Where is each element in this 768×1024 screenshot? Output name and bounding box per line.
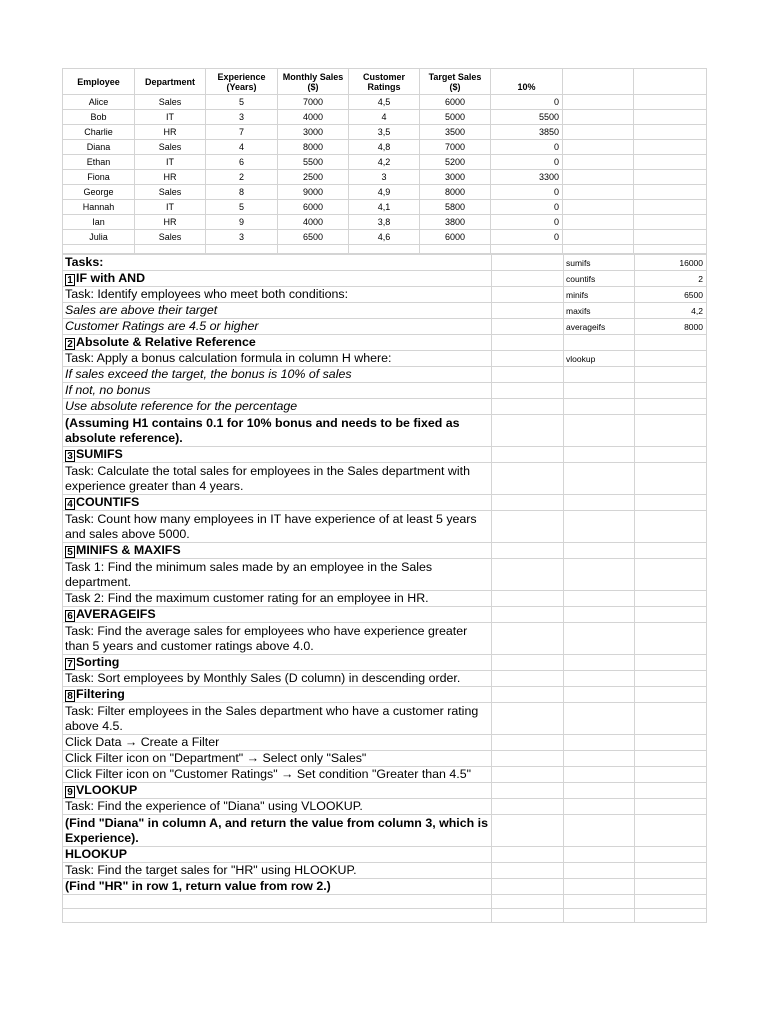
result-label-vlookup[interactable]: vlookup xyxy=(564,351,635,367)
cell-bonus[interactable]: 3850 xyxy=(491,125,563,140)
empty-cell[interactable] xyxy=(563,125,634,140)
table-row xyxy=(63,245,707,254)
number-badge: 8 xyxy=(65,690,75,702)
empty-cell[interactable] xyxy=(634,140,707,155)
cell-employee[interactable]: Ethan xyxy=(63,155,135,170)
cell-experience[interactable]: 4 xyxy=(206,140,278,155)
task-7-line[interactable]: Task: Sort employees by Monthly Sales (D column) in descending order. xyxy=(63,671,492,687)
cell-employee[interactable]: Diana xyxy=(63,140,135,155)
cell-department[interactable]: Sales xyxy=(135,140,206,155)
task-9-note[interactable]: (Find "Diana" in column A, and return the value from column 3, which is Experience). xyxy=(63,815,492,847)
result-value-minifs[interactable]: 6500 xyxy=(635,287,707,303)
empty-cell[interactable] xyxy=(563,170,634,185)
cell-customer-rating[interactable]: 4,8 xyxy=(349,140,420,155)
task-1-line[interactable]: Sales are above their target xyxy=(63,303,492,319)
cell-target-sales[interactable]: 7000 xyxy=(420,140,491,155)
table-row xyxy=(63,125,707,140)
cell-employee[interactable]: Ian xyxy=(63,215,135,230)
number-badge: 2 xyxy=(65,338,75,350)
header-bonus-rate[interactable]: 10% xyxy=(491,69,563,95)
cell-experience[interactable]: 5 xyxy=(206,200,278,215)
cell-bonus[interactable]: 5500 xyxy=(491,110,563,125)
tasks-section xyxy=(62,254,707,923)
cell-department[interactable]: IT xyxy=(135,155,206,170)
task-8-title[interactable]: 8 Filtering xyxy=(63,687,492,703)
table-row xyxy=(63,215,707,230)
table-row xyxy=(63,230,707,245)
cell-employee[interactable]: Fiona xyxy=(63,170,135,185)
cell-employee[interactable]: Bob xyxy=(63,110,135,125)
cell-monthly-sales[interactable]: 4000 xyxy=(278,215,349,230)
task-2-note[interactable]: (Assuming H1 contains 0.1 for 10% bonus and needs to be fixed as absolute reference). xyxy=(63,415,492,447)
task-10-note[interactable]: (Find "HR" in row 1, return value from row 2.) xyxy=(63,879,492,895)
header-target-sales[interactable]: Target Sales ($) xyxy=(420,69,491,95)
result-label-sumifs[interactable]: sumifs xyxy=(564,255,635,271)
cell-bonus[interactable]: 0 xyxy=(491,185,563,200)
task-1-line[interactable]: Customer Ratings are 4.5 or higher xyxy=(63,319,492,335)
cell-customer-rating[interactable]: 3,5 xyxy=(349,125,420,140)
task-9-line[interactable]: Task: Find the experience of "Diana" using VLOOKUP. xyxy=(63,799,492,815)
cell-employee[interactable]: Charlie xyxy=(63,125,135,140)
cell-monthly-sales[interactable]: 2500 xyxy=(278,170,349,185)
cell-customer-rating[interactable]: 4,5 xyxy=(349,95,420,110)
empty-cell[interactable] xyxy=(634,185,707,200)
task-2-line[interactable]: If not, no bonus xyxy=(63,383,492,399)
header-customer-ratings[interactable]: Customer Ratings xyxy=(349,69,420,95)
result-value-averageifs[interactable]: 8000 xyxy=(635,319,707,335)
task-8-line[interactable]: Task: Filter employees in the Sales department who have a customer rating above 4.5. xyxy=(63,703,492,735)
cell-customer-rating[interactable]: 4 xyxy=(349,110,420,125)
cell-bonus[interactable]: 0 xyxy=(491,155,563,170)
task-8-line[interactable]: Click Filter icon on "Customer Ratings" → Set condition "Greater than 4.5" xyxy=(63,767,492,783)
empty-cell[interactable] xyxy=(634,110,707,125)
cell-experience[interactable]: 3 xyxy=(206,230,278,245)
cell-customer-rating[interactable]: 4,2 xyxy=(349,155,420,170)
number-badge: 9 xyxy=(65,786,75,798)
header-employee[interactable]: Employee xyxy=(63,69,135,95)
header-experience[interactable]: Experience (Years) xyxy=(206,69,278,95)
cell-monthly-sales[interactable]: 6000 xyxy=(278,200,349,215)
number-badge: 4 xyxy=(65,498,75,510)
table-row xyxy=(63,110,707,125)
empty-cell[interactable] xyxy=(634,155,707,170)
task-6-line[interactable]: Task: Find the average sales for employees who have experience greater than 5 years and customer ratings above 4.0. xyxy=(63,623,492,655)
cell-monthly-sales[interactable]: 5500 xyxy=(278,155,349,170)
cell-department[interactable]: HR xyxy=(135,170,206,185)
header-department[interactable]: Department xyxy=(135,69,206,95)
empty-cell[interactable] xyxy=(563,185,634,200)
task-1-title[interactable]: 1 IF with AND xyxy=(63,271,492,287)
task-2-line[interactable]: If sales exceed the target, the bonus is 10% of sales xyxy=(63,367,492,383)
result-label-maxifs[interactable]: maxifs xyxy=(564,303,635,319)
cell-target-sales[interactable]: 6000 xyxy=(420,95,491,110)
cell-bonus[interactable]: 0 xyxy=(491,200,563,215)
cell-experience[interactable]: 8 xyxy=(206,185,278,200)
cell-bonus[interactable]: 0 xyxy=(491,95,563,110)
cell-target-sales[interactable]: 5800 xyxy=(420,200,491,215)
cell-target-sales[interactable]: 3000 xyxy=(420,170,491,185)
cell-employee[interactable]: Hannah xyxy=(63,200,135,215)
number-badge: 7 xyxy=(65,658,75,670)
employee-table xyxy=(62,68,707,254)
task-2-line[interactable]: Use absolute reference for the percentage xyxy=(63,399,492,415)
table-row xyxy=(63,140,707,155)
cell-experience[interactable]: 7 xyxy=(206,125,278,140)
table-header-row xyxy=(63,69,707,95)
cell-bonus[interactable]: 0 xyxy=(491,140,563,155)
empty-cell[interactable] xyxy=(563,230,634,245)
task-5-title[interactable]: 5 MINIFS & MAXIFS xyxy=(63,543,492,559)
cell-employee[interactable]: George xyxy=(63,185,135,200)
result-label-minifs[interactable]: minifs xyxy=(564,287,635,303)
tasks-heading[interactable]: Tasks: xyxy=(63,255,492,271)
number-badge: 5 xyxy=(65,546,75,558)
cell-department[interactable]: IT xyxy=(135,110,206,125)
cell-customer-rating[interactable]: 3 xyxy=(349,170,420,185)
cell-department[interactable]: Sales xyxy=(135,185,206,200)
empty-cell[interactable] xyxy=(63,895,492,909)
cell-target-sales[interactable]: 5200 xyxy=(420,155,491,170)
cell-department[interactable]: IT xyxy=(135,200,206,215)
empty-cell[interactable] xyxy=(563,69,634,95)
number-badge: 1 xyxy=(65,274,75,286)
spreadsheet xyxy=(62,68,706,923)
cell-experience[interactable]: 6 xyxy=(206,155,278,170)
empty-cell[interactable] xyxy=(634,125,707,140)
empty-cell[interactable] xyxy=(634,95,707,110)
task-10-title[interactable]: HLOOKUP xyxy=(63,847,492,863)
empty-cell[interactable] xyxy=(634,69,707,95)
cell-target-sales[interactable]: 3500 xyxy=(420,125,491,140)
cell-experience[interactable]: 5 xyxy=(206,95,278,110)
cell-monthly-sales[interactable]: 4000 xyxy=(278,110,349,125)
task-8-line[interactable]: Click Filter icon on "Department" → Select only "Sales" xyxy=(63,751,492,767)
task-7-title[interactable]: 7 Sorting xyxy=(63,655,492,671)
empty-cell[interactable] xyxy=(563,95,634,110)
empty-cell[interactable] xyxy=(563,155,634,170)
cell-experience[interactable]: 9 xyxy=(206,215,278,230)
task-4-title[interactable]: 4 COUNTIFS xyxy=(63,495,492,511)
empty-cell[interactable] xyxy=(563,200,634,215)
table-row xyxy=(63,155,707,170)
result-label-averageifs[interactable]: averageifs xyxy=(564,319,635,335)
result-value-sumifs[interactable]: 16000 xyxy=(635,255,707,271)
cell-customer-rating[interactable]: 3,8 xyxy=(349,215,420,230)
empty-cell[interactable] xyxy=(634,200,707,215)
empty-cell[interactable] xyxy=(563,215,634,230)
table-row xyxy=(63,170,707,185)
task-5-line[interactable]: Task 2: Find the maximum customer rating for an employee in HR. xyxy=(63,591,492,607)
cell-department[interactable]: Sales xyxy=(135,230,206,245)
task-4-line[interactable]: Task: Count how many employees in IT have experience of at least 5 years and sales above 5000. xyxy=(63,511,492,543)
result-value-maxifs[interactable]: 4,2 xyxy=(635,303,707,319)
cell-customer-rating[interactable]: 4,9 xyxy=(349,185,420,200)
task-1-line[interactable]: Task: Identify employees who meet both conditions: xyxy=(63,287,492,303)
cell-target-sales[interactable]: 3800 xyxy=(420,215,491,230)
cell-experience[interactable]: 3 xyxy=(206,110,278,125)
cell-monthly-sales[interactable]: 8000 xyxy=(278,140,349,155)
task-3-line[interactable]: Task: Calculate the total sales for employees in the Sales department with experience greater than 4 years. xyxy=(63,463,492,495)
empty-cell[interactable] xyxy=(634,230,707,245)
result-label-countifs[interactable]: countifs xyxy=(564,271,635,287)
task-9-title[interactable]: 9 VLOOKUP xyxy=(63,783,492,799)
cell-monthly-sales[interactable]: 9000 xyxy=(278,185,349,200)
cell-employee[interactable]: Julia xyxy=(63,230,135,245)
cell-experience[interactable]: 2 xyxy=(206,170,278,185)
task-2-title[interactable]: 2 Absolute & Relative Reference xyxy=(63,335,492,351)
task-8-line[interactable]: Click Data → Create a Filter xyxy=(63,735,492,751)
empty-cell[interactable] xyxy=(63,909,492,923)
table-row xyxy=(63,95,707,110)
result-value-countifs[interactable]: 2 xyxy=(635,271,707,287)
cell-department[interactable]: HR xyxy=(135,125,206,140)
empty-cell[interactable] xyxy=(563,140,634,155)
header-monthly-sales[interactable]: Monthly Sales ($) xyxy=(278,69,349,95)
empty-cell[interactable] xyxy=(634,170,707,185)
number-badge: 3 xyxy=(65,450,75,462)
table-row xyxy=(63,200,707,215)
number-badge: 6 xyxy=(65,610,75,622)
cell-department[interactable]: Sales xyxy=(135,95,206,110)
cell-target-sales[interactable]: 5000 xyxy=(420,110,491,125)
cell-target-sales[interactable]: 8000 xyxy=(420,185,491,200)
cell-monthly-sales[interactable]: 7000 xyxy=(278,95,349,110)
task-3-title[interactable]: 3 SUMIFS xyxy=(63,447,492,463)
cell-target-sales[interactable]: 6000 xyxy=(420,230,491,245)
task-5-line[interactable]: Task 1: Find the minimum sales made by an employee in the Sales department. xyxy=(63,559,492,591)
cell-department[interactable]: HR xyxy=(135,215,206,230)
cell-customer-rating[interactable]: 4,1 xyxy=(349,200,420,215)
task-2-line[interactable]: Task: Apply a bonus calculation formula in column H where: xyxy=(63,351,492,367)
cell-employee[interactable]: Alice xyxy=(63,95,135,110)
empty-cell[interactable] xyxy=(634,215,707,230)
task-10-line[interactable]: Task: Find the target sales for "HR" using HLOOKUP. xyxy=(63,863,492,879)
cell-customer-rating[interactable]: 4,6 xyxy=(349,230,420,245)
task-6-title[interactable]: 6 AVERAGEIFS xyxy=(63,607,492,623)
empty-cell[interactable] xyxy=(563,110,634,125)
cell-monthly-sales[interactable]: 6500 xyxy=(278,230,349,245)
cell-bonus[interactable]: 3300 xyxy=(491,170,563,185)
cell-bonus[interactable]: 0 xyxy=(491,230,563,245)
table-row xyxy=(63,185,707,200)
cell-bonus[interactable]: 0 xyxy=(491,215,563,230)
cell-monthly-sales[interactable]: 3000 xyxy=(278,125,349,140)
